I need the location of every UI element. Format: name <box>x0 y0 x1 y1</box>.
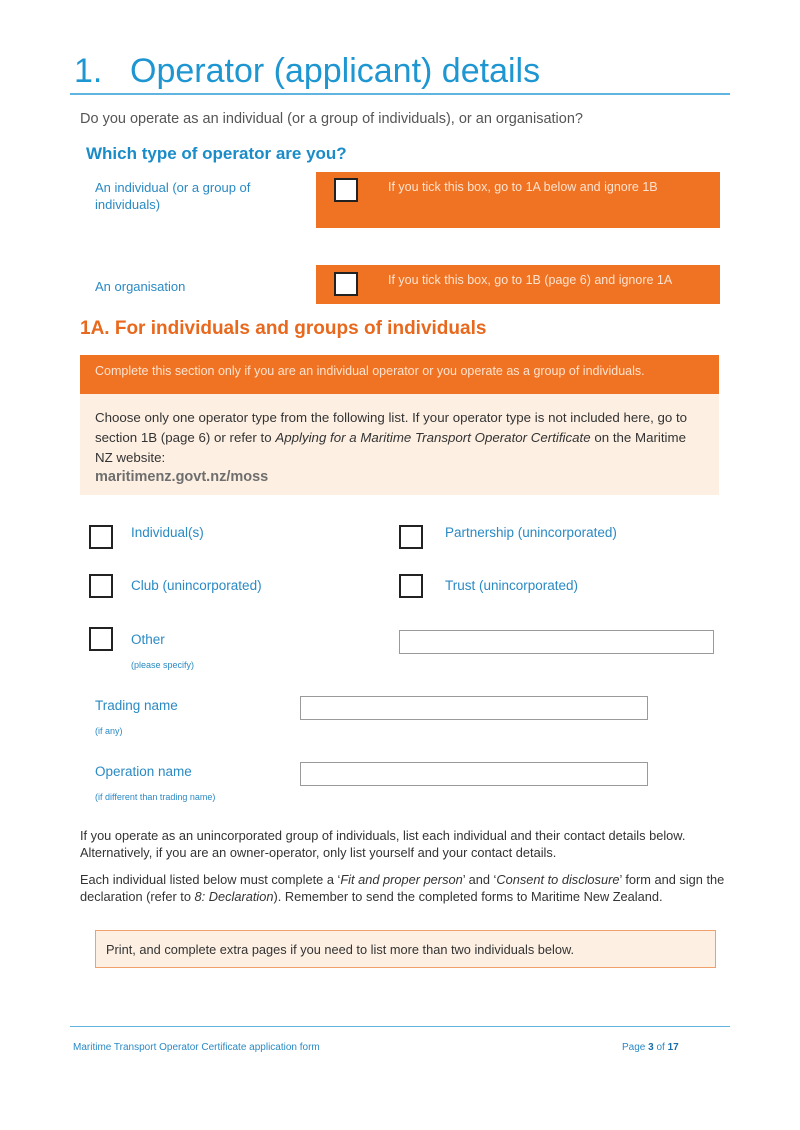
trust-checkbox[interactable] <box>399 574 423 598</box>
page-current: 3 <box>648 1042 654 1053</box>
maritime-nz-link[interactable]: maritimenz.govt.nz/moss <box>95 469 269 485</box>
individual-checkbox[interactable] <box>334 178 358 202</box>
forms-text-a: Each individual listed below must complete a ‘ <box>80 872 341 887</box>
trading-name-field[interactable] <box>300 696 648 720</box>
other-note: (please specify) <box>131 660 195 670</box>
consent-form: Consent to disclosure <box>496 872 620 887</box>
other-specify-field[interactable] <box>399 630 714 654</box>
club-label: Club (unincorporated) <box>131 578 262 593</box>
club-checkbox[interactable] <box>89 574 113 598</box>
operator-question: Do you operate as an individual (or a group of individuals), or an organisation? <box>80 111 583 127</box>
operation-name-field[interactable] <box>300 762 648 786</box>
option-individual-label: An individual (or a group of individuals) <box>95 180 251 212</box>
extra-pages-note <box>95 930 716 968</box>
page-of: of <box>653 1042 668 1053</box>
page-title <box>74 52 540 91</box>
group-instructions-paragraph: If you operate as an unincorporated group of individuals, list each individual and their contact details below. Alternatively, if you are an owner-operator, only list yourself and your contact details. <box>80 828 686 860</box>
extra-pages-note-text: Print, and complete extra pages if you need to list more than two individuals below. <box>106 942 575 957</box>
individuals-checkbox[interactable] <box>89 525 113 549</box>
footer-page-number <box>622 1042 679 1053</box>
other-checkbox[interactable] <box>89 627 113 651</box>
section-1a-band-text: Complete this section only if you are an individual operator or you operate as a group of individuals. <box>95 364 645 378</box>
section-1a-band <box>80 355 719 394</box>
footer-divider <box>70 1026 730 1027</box>
organisation-checkbox[interactable] <box>334 272 358 296</box>
declaration-reference: 8: Declaration <box>194 889 274 904</box>
option-organisation-hint: If you tick this box, go to 1B (page 6) and ignore 1A <box>388 273 673 287</box>
trading-name-note: (if any) <box>95 726 123 736</box>
partnership-checkbox[interactable] <box>399 525 423 549</box>
instructions-panel <box>80 394 719 495</box>
instructions-part1: Choose only one operator type from the following list. If your operator type is not included here, go to section 1B (page 6) or refer to <box>95 410 688 445</box>
other-label: Other <box>131 632 165 647</box>
trading-name-label: Trading name <box>95 698 178 713</box>
fit-and-proper-form: Fit and proper person <box>340 872 463 887</box>
forms-text-c: ’ form and sign the declaration (refer to <box>80 872 725 904</box>
forms-paragraph <box>80 871 730 905</box>
page-prefix: Page <box>622 1042 649 1053</box>
option-organisation-label: An organisation <box>95 279 186 294</box>
forms-text-d: ). Remember to send the completed forms to Maritime New Zealand. <box>273 889 663 904</box>
title-divider <box>70 93 730 95</box>
section-number: 1. <box>74 52 103 90</box>
partnership-label: Partnership (unincorporated) <box>445 525 617 540</box>
page-total: 17 <box>667 1042 679 1053</box>
trust-label: Trust (unincorporated) <box>445 578 579 593</box>
operation-name-label: Operation name <box>95 764 192 779</box>
footer-form-name: Maritime Transport Operator Certificate application form <box>73 1042 320 1053</box>
option-individual-panel <box>316 172 720 228</box>
instructions-part2: on the Maritime NZ website: <box>95 430 686 465</box>
section-title: Operator (applicant) details <box>130 52 541 90</box>
instructions-text <box>95 408 705 468</box>
section-1a-heading: 1A. For individuals and groups of individuals <box>80 318 487 339</box>
operator-type-heading: Which type of operator are you? <box>86 144 347 163</box>
individuals-label: Individual(s) <box>131 525 204 540</box>
forms-text-b: ’ and ‘ <box>462 872 497 887</box>
operation-name-note: (if different than trading name) <box>95 792 216 802</box>
option-organisation-panel <box>316 265 720 304</box>
instructions-italic: Applying for a Maritime Transport Operator Certificate <box>275 430 591 445</box>
option-individual-hint: If you tick this box, go to 1A below and ignore 1B <box>388 180 658 194</box>
